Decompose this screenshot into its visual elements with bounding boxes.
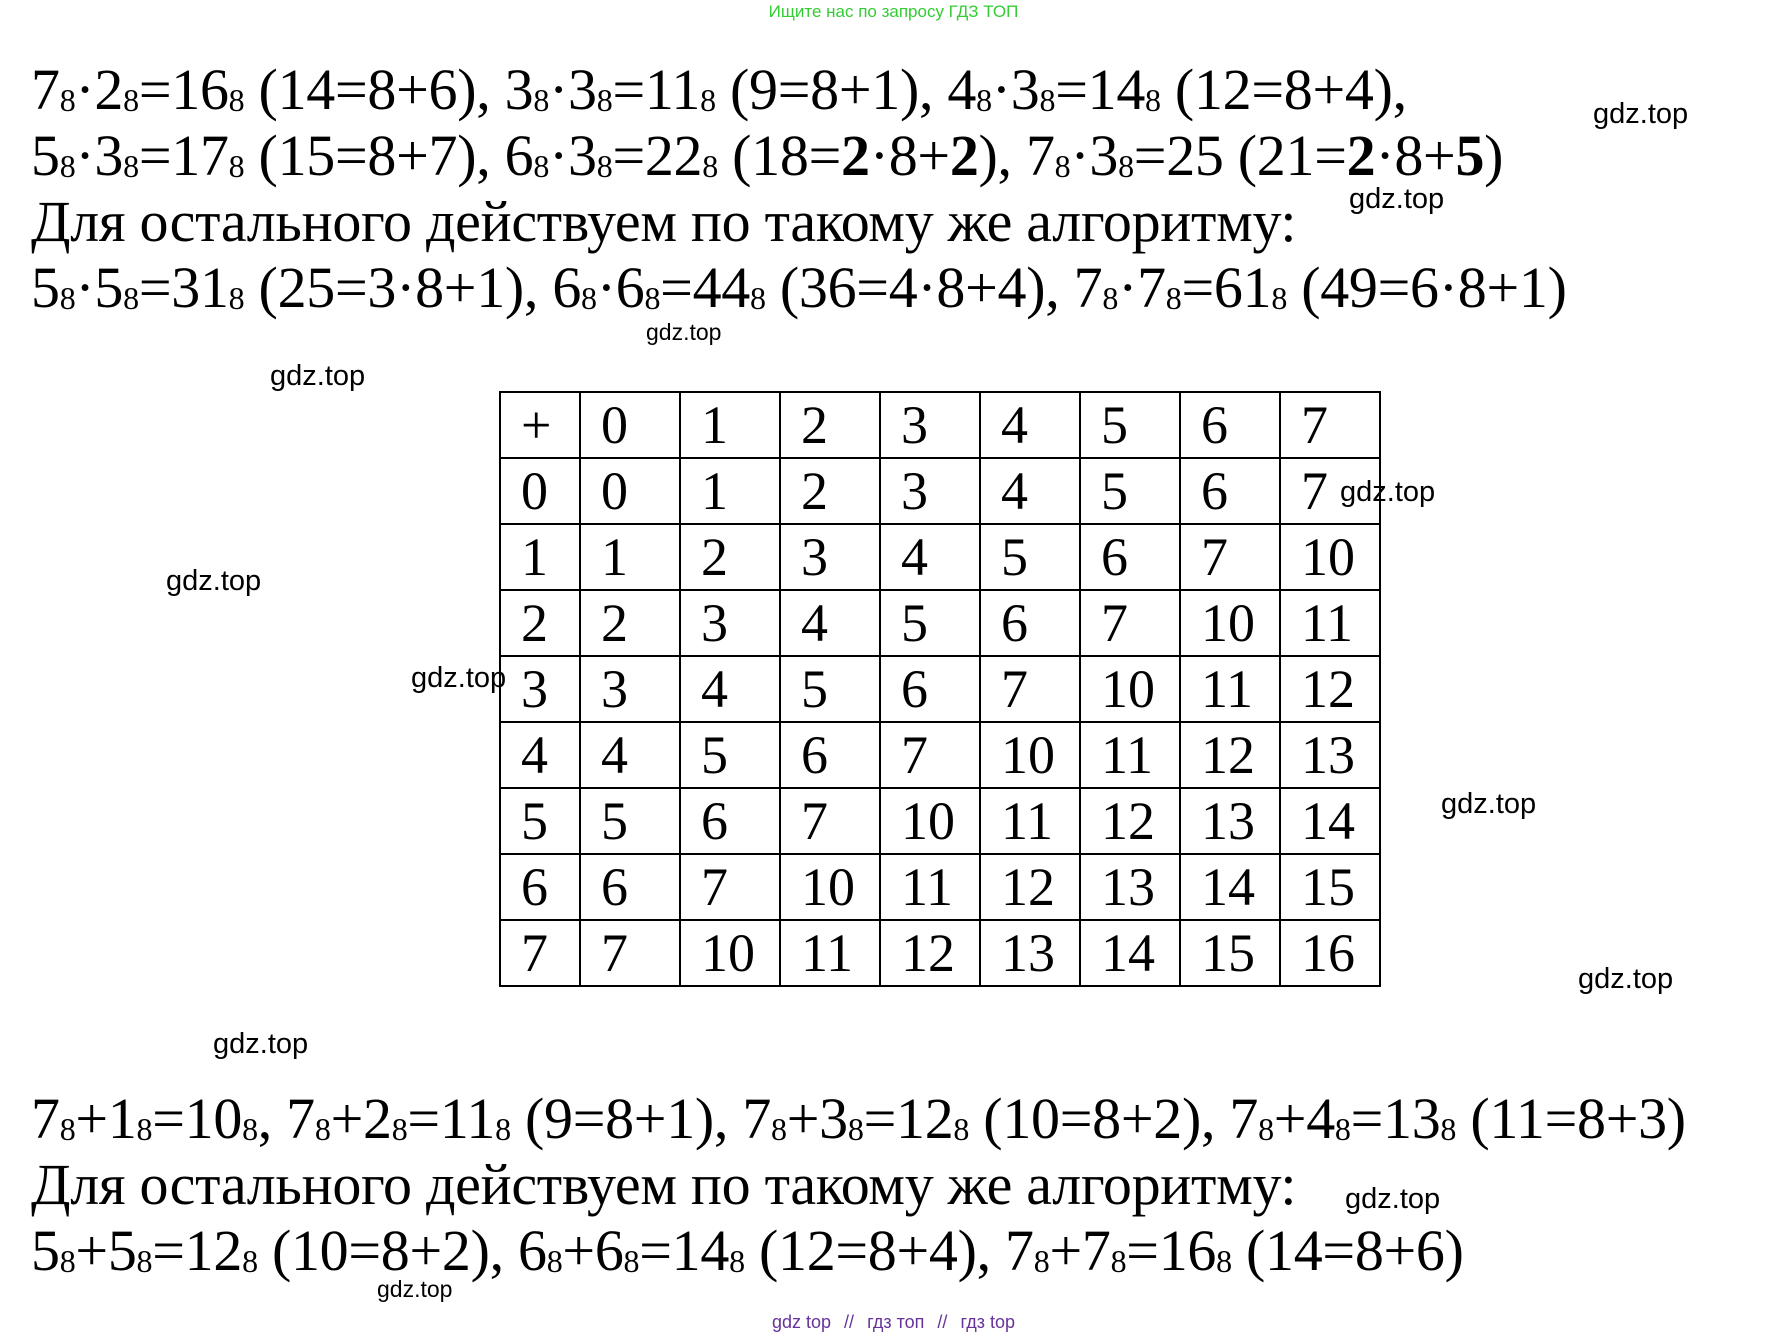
equation-line-3: $5_8\cdot 5_8=31_8$ (25=3·8+1), $6_8\cdot 6_8=44_8$ (36=4·8+4), $7_8\cdot 7_8=61_8$ (49=6·8+1): [31, 255, 1567, 320]
table-row: [500, 524, 1380, 590]
watermark: gdz.top: [1578, 963, 1674, 995]
table-cell: 10: [1280, 524, 1380, 590]
octal-number: $6_8$: [615, 255, 661, 320]
base-subscript: 8: [59, 1243, 76, 1279]
base-subscript: 8: [644, 280, 661, 316]
watermark: gdz.top: [1349, 183, 1445, 215]
octal-number: $7_8$: [286, 1086, 331, 1151]
table-cell: 3: [880, 458, 980, 524]
table-cell: 11: [1280, 590, 1380, 656]
table-cell: 7: [1280, 392, 1380, 458]
octal-number: $17_8$: [171, 123, 245, 188]
base-subscript: 8: [1334, 1111, 1351, 1147]
octal-number: $14_8$: [1087, 57, 1161, 122]
base-subscript: 8: [1110, 1243, 1127, 1279]
instruction-line-1: Для остального действуем по такому же алгоритму:: [31, 189, 1297, 254]
table-cell: 7: [500, 920, 580, 986]
table-cell: 5: [1080, 458, 1180, 524]
table-cell: 11: [980, 788, 1080, 854]
octal-number: $3_8$: [504, 57, 550, 122]
addition-table: [499, 391, 1381, 987]
table-cell: 6: [1180, 458, 1280, 524]
octal-number: $11_8$: [644, 57, 716, 122]
table-cell: 6: [1180, 392, 1280, 458]
table-cell: 7: [1280, 458, 1380, 524]
base-subscript: 8: [59, 1111, 76, 1147]
octal-number: $10_8$: [184, 1086, 258, 1151]
base-subscript: 8: [1165, 280, 1182, 316]
octal-number: $31_8$: [171, 255, 245, 320]
table-cell: 13: [1180, 788, 1280, 854]
table-cell: 4: [880, 524, 980, 590]
table-cell: 1: [500, 524, 580, 590]
bold-digit: 5: [1455, 123, 1485, 188]
base-subscript: 8: [136, 1111, 153, 1147]
octal-number: $5_8$: [94, 255, 139, 320]
table-row: [500, 854, 1380, 920]
table-cell: 7: [1180, 524, 1280, 590]
octal-number: $16_8$: [1158, 1218, 1232, 1283]
table-cell: 0: [580, 392, 680, 458]
base-subscript: 8: [242, 1111, 258, 1147]
base-subscript: 8: [581, 280, 597, 316]
table-row: [500, 920, 1380, 986]
base-subscript: 8: [1118, 148, 1134, 184]
base-subscript: 8: [533, 148, 550, 184]
octal-number: $7_8$: [1025, 123, 1071, 188]
base-subscript: 8: [314, 1111, 331, 1147]
table-cell: 7: [780, 788, 880, 854]
octal-number: $13_8$: [1383, 1086, 1457, 1151]
octal-number: $5_8$: [107, 1218, 153, 1283]
table-cell: 5: [500, 788, 580, 854]
base-subscript: 8: [533, 82, 550, 118]
base-subscript: 8: [228, 148, 245, 184]
bold-digit: 2: [841, 123, 870, 188]
octal-number: $3_8$: [1089, 123, 1134, 188]
base-subscript: 8: [59, 148, 76, 184]
equation-line-1: $7_8\cdot 2_8=16_8$ (14=8+6), $3_8\cdot 3_8=11_8$ (9=8+1), $4_8\cdot 3_8=14_8$ (12=8+4),: [31, 57, 1407, 122]
top-banner: Ищите нас по запросу ГДЗ ТОП: [768, 2, 1019, 21]
watermark: gdz.top: [1441, 788, 1537, 820]
octal-number: $3_8$: [1010, 57, 1056, 122]
table-cell: 11: [1180, 656, 1280, 722]
octal-number: $12_8$: [896, 1086, 970, 1151]
table-cell: 15: [1280, 854, 1380, 920]
octal-number: $44_8$: [692, 255, 766, 320]
table-cell: 6: [580, 854, 680, 920]
octal-number: $3_8$: [568, 123, 613, 188]
octal-number: $7_8$: [1005, 1218, 1050, 1283]
table-cell: 13: [980, 920, 1080, 986]
footer-link-gdz-top-mixed[interactable]: гдз top: [960, 1312, 1015, 1332]
table-row: [500, 458, 1380, 524]
table-cell: 6: [980, 590, 1080, 656]
table-cell: 11: [780, 920, 880, 986]
watermark: gdz.top: [1340, 476, 1436, 508]
octal-number: $5_8$: [31, 123, 76, 188]
footer-separator: //: [844, 1312, 855, 1332]
table-cell: +: [500, 392, 580, 458]
base-subscript: 8: [976, 82, 992, 118]
base-subscript: 8: [1102, 280, 1119, 316]
table-cell: 14: [1080, 920, 1180, 986]
footer-link-gdz-top-ru[interactable]: гдз топ: [867, 1312, 925, 1332]
base-subscript: 8: [391, 1111, 408, 1147]
octal-number: $6_8$: [518, 1218, 563, 1283]
table-cell: 10: [1180, 590, 1280, 656]
octal-number: $1_8$: [107, 1086, 153, 1151]
table-cell: 0: [580, 458, 680, 524]
table-cell: 2: [580, 590, 680, 656]
table-row: [500, 722, 1380, 788]
table-cell: 4: [500, 722, 580, 788]
table-cell: 11: [880, 854, 980, 920]
table-cell: 2: [780, 458, 880, 524]
table-cell: 10: [780, 854, 880, 920]
octal-number: $12_8$: [184, 1218, 258, 1283]
watermark: gdz.top: [1593, 98, 1689, 130]
table-cell: 4: [780, 590, 880, 656]
table-cell: 5: [580, 788, 680, 854]
table-row: [500, 590, 1380, 656]
base-subscript: 8: [953, 1111, 970, 1147]
octal-number: $5_8$: [31, 255, 76, 320]
octal-number: $7_8$: [31, 1086, 76, 1151]
base-subscript: 8: [749, 280, 766, 316]
base-subscript: 8: [123, 280, 139, 316]
octal-number: $3_8$: [819, 1086, 864, 1151]
base-subscript: 8: [123, 148, 139, 184]
table-cell: 1: [680, 392, 780, 458]
footer-links: [0, 1312, 1787, 1333]
equation-line-4: $7_8+1_8=10_8$, $7_8+2_8=11_8$ (9=8+1), $7_8+3_8=12_8$ (10=8+2), $7_8+4_8=13_8$ (11=8+3): [31, 1086, 1686, 1151]
table-cell: 15: [1180, 920, 1280, 986]
table-cell: 6: [1080, 524, 1180, 590]
table-cell: 5: [880, 590, 980, 656]
table-cell: 1: [680, 458, 780, 524]
octal-number: $7_8$: [742, 1086, 787, 1151]
footer-separator: //: [937, 1312, 948, 1332]
table-cell: 12: [1080, 788, 1180, 854]
octal-number: $11_8$: [439, 1086, 511, 1151]
table-cell: 10: [1080, 656, 1180, 722]
base-subscript: 8: [123, 82, 139, 118]
table-cell: 7: [980, 656, 1080, 722]
table-cell: 13: [1280, 722, 1380, 788]
table-cell: 4: [980, 458, 1080, 524]
base-subscript: 8: [729, 1243, 745, 1279]
table-cell: 4: [680, 656, 780, 722]
table-cell: 16: [1280, 920, 1380, 986]
base-subscript: 8: [623, 1243, 640, 1279]
base-subscript: 8: [1039, 82, 1056, 118]
table-cell: 2: [500, 590, 580, 656]
watermark: gdz.top: [270, 360, 366, 392]
base-subscript: 8: [700, 82, 716, 118]
table-cell: 5: [1080, 392, 1180, 458]
table-cell: 3: [580, 656, 680, 722]
octal-number: $4_8$: [947, 57, 992, 122]
octal-number: $3_8$: [568, 57, 613, 122]
base-subscript: 8: [495, 1111, 511, 1147]
base-subscript: 8: [242, 1243, 258, 1279]
table-cell: 0: [500, 458, 580, 524]
table-cell: 14: [1180, 854, 1280, 920]
base-subscript: 8: [771, 1111, 787, 1147]
base-subscript: 8: [596, 148, 613, 184]
base-subscript: 8: [228, 82, 245, 118]
octal-number: $22_8$: [644, 123, 718, 188]
octal-number: $61_8$: [1213, 255, 1288, 320]
table-cell: 7: [680, 854, 780, 920]
equation-line-2: $5_8\cdot 3_8=17_8$ (15=8+7), $6_8\cdot 3_8=22_8$ (18=2·8+2), $7_8\cdot 3_8=25$ (21=2·8+5): [31, 123, 1504, 188]
base-subscript: 8: [1271, 280, 1288, 316]
table-cell: 6: [500, 854, 580, 920]
table-cell: 7: [880, 722, 980, 788]
octal-number: $6_8$: [552, 255, 597, 320]
octal-number: $5_8$: [31, 1218, 76, 1283]
table-cell: 12: [1180, 722, 1280, 788]
base-subscript: 8: [546, 1243, 563, 1279]
instruction-line-2: Для остального действуем по такому же алгоритму:: [31, 1152, 1297, 1217]
table-cell: 14: [1280, 788, 1380, 854]
octal-number: $7_8$: [1137, 255, 1182, 320]
watermark: gdz.top: [166, 565, 262, 597]
table-row: [500, 656, 1380, 722]
octal-number: $2_8$: [94, 57, 139, 122]
base-subscript: 8: [1440, 1111, 1457, 1147]
base-subscript: 8: [1258, 1111, 1274, 1147]
base-subscript: 8: [228, 280, 245, 316]
table-cell: 12: [980, 854, 1080, 920]
table-cell: 6: [880, 656, 980, 722]
octal-number: $3_8$: [94, 123, 139, 188]
table-cell: 5: [980, 524, 1080, 590]
watermark: gdz.top: [646, 319, 722, 345]
base-subscript: 8: [1216, 1243, 1232, 1279]
octal-number: $6_8$: [594, 1218, 640, 1283]
table-cell: 5: [780, 656, 880, 722]
table-cell: 5: [680, 722, 780, 788]
table-cell: 4: [980, 392, 1080, 458]
table-cell: 12: [880, 920, 980, 986]
table-cell: 2: [780, 392, 880, 458]
table-cell: 6: [680, 788, 780, 854]
table-row: [500, 788, 1380, 854]
table-cell: 2: [680, 524, 780, 590]
octal-number: $7_8$: [1081, 1218, 1127, 1283]
equation-line-5: $5_8+5_8=12_8$ (10=8+2), $6_8+6_8=14_8$ (12=8+4), $7_8+7_8=16_8$ (14=8+6): [31, 1218, 1464, 1283]
bold-digit: 2: [1346, 123, 1376, 188]
octal-number: $4_8$: [1306, 1086, 1351, 1151]
table-cell: 13: [1080, 854, 1180, 920]
bold-digit: 2: [949, 123, 979, 188]
base-subscript: 8: [1145, 82, 1161, 118]
watermark: gdz.top: [213, 1028, 309, 1060]
table-cell: 3: [780, 524, 880, 590]
octal-number: $6_8$: [504, 123, 550, 188]
octal-number: $14_8$: [671, 1218, 745, 1283]
octal-number: $7_8$: [1229, 1086, 1274, 1151]
table-cell: 10: [680, 920, 780, 986]
octal-number: $2_8$: [363, 1086, 408, 1151]
table-cell: 6: [780, 722, 880, 788]
base-subscript: 8: [1033, 1243, 1050, 1279]
table-cell: 11: [1080, 722, 1180, 788]
table-cell: 7: [1080, 590, 1180, 656]
watermark: gdz.top: [377, 1276, 453, 1302]
base-subscript: 8: [596, 82, 613, 118]
table-cell: 10: [980, 722, 1080, 788]
table-cell: 12: [1280, 656, 1380, 722]
footer-link-gdz-top[interactable]: gdz top: [771, 1312, 832, 1332]
octal-number: $16_8$: [171, 57, 245, 122]
table-cell: 10: [880, 788, 980, 854]
watermark: gdz.top: [411, 662, 507, 694]
table-cell: 7: [580, 920, 680, 986]
table-cell: 3: [880, 392, 980, 458]
base-subscript: 8: [59, 280, 76, 316]
table-cell: 3: [680, 590, 780, 656]
octal-number: $7_8$: [1073, 255, 1119, 320]
base-subscript: 8: [702, 148, 718, 184]
octal-number: $7_8$: [31, 57, 76, 122]
table-cell: 3: [500, 656, 580, 722]
table-cell: 1: [580, 524, 680, 590]
base-subscript: 8: [136, 1243, 153, 1279]
base-subscript: 8: [1054, 148, 1071, 184]
table-cell: 4: [580, 722, 680, 788]
table-header-row: [500, 392, 1380, 458]
watermark: gdz.top: [1345, 1183, 1441, 1215]
base-subscript: 8: [59, 82, 76, 118]
base-subscript: 8: [847, 1111, 864, 1147]
